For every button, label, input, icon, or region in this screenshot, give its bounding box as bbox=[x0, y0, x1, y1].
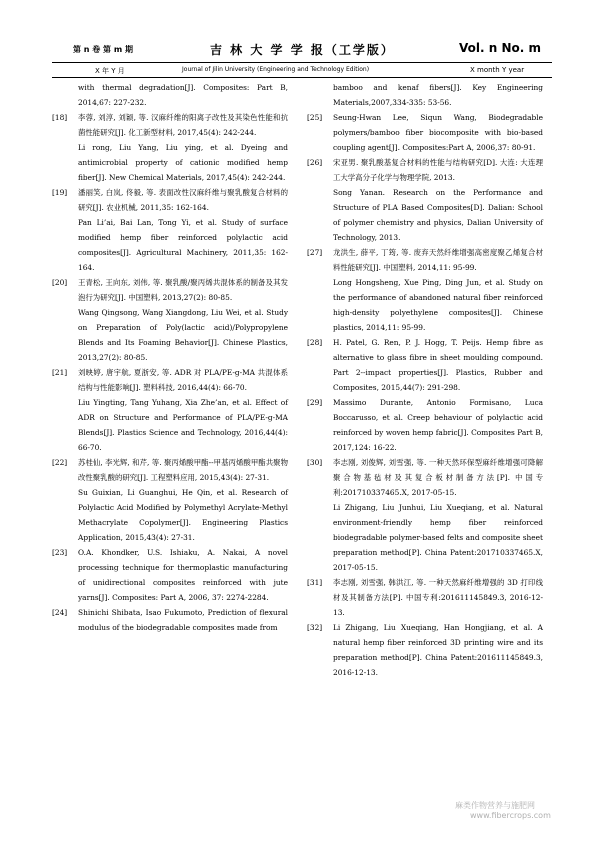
reference-number: [23] bbox=[52, 548, 68, 557]
reference-body bbox=[78, 185, 288, 275]
reference-item bbox=[307, 155, 543, 245]
reference-number: [19] bbox=[52, 188, 68, 197]
reference-item bbox=[307, 455, 543, 575]
reference-text: Massimo Durante, Antonio Formisano, Luca Boccarusso, et al. Creep behaviour of polylactic acid reinforced by woven hemp fabric[J]. Composites Part B, 2017,124: 16-22. bbox=[333, 398, 543, 452]
reference-text: Su Guixian, Li Guanghui, He Qin, et al. Research of Polylactic Acid Modified by Polymethyl Acrylate-Methyl Methacrylate Copolymer[J]. Engineering Plastics Application, 2015,43(4): 27-31. bbox=[78, 488, 288, 542]
reference-item bbox=[307, 395, 543, 455]
reference-number: [21] bbox=[52, 368, 68, 377]
page-header bbox=[0, 0, 595, 80]
reference-item bbox=[307, 335, 543, 395]
reference-text: 苏桂仙, 李光辉, 和芹, 等. 聚丙烯酸甲酯--甲基丙烯酸甲酯共聚物改性聚乳酸的研究[J]. 工程塑料应用, 2015,43(4): 27-31. bbox=[78, 458, 288, 482]
reference-text: Li Zhigang, Liu Xueqiang, Han Hongjiang, et al. A natural hemp fiber reinforced 3D printing wire and its preparation method[P]. China Patent:201611145849.3, 2016-12-13. bbox=[333, 623, 543, 677]
reference-text: H. Patel, G. Ren, P. J. Hogg, T. Peijs. Hemp fibre as alternative to glass fibre in sheet moulding compound. Part 2--impact properties[J]. Plastics, Rubber and Composites, 2015,44(7): 291-298. bbox=[333, 338, 543, 392]
reference-body bbox=[333, 245, 543, 335]
reference-number: [29] bbox=[307, 398, 323, 407]
reference-body bbox=[333, 575, 543, 620]
journal-title-cn: 吉 林 大 学 学 报（工学版） bbox=[210, 43, 395, 57]
reference-text: 潘丽笑, 白岚, 佟毅, 等. 表面改性汉麻纤维与聚乳酸复合材料的研究[J]. 农业机械, 2011,35: 162-164. bbox=[78, 188, 288, 212]
watermark-url: www.fibercrops.com bbox=[470, 811, 551, 820]
reference-body bbox=[333, 110, 543, 155]
journal-title-en: Journal of Jilin University (Engineering and Technology Edition) bbox=[182, 66, 370, 73]
reference-number: [27] bbox=[307, 248, 323, 257]
reference-text: 宋亚男. 聚乳酸基复合材料的性能与结构研究[D]. 大连: 大连理工大学高分子化学与物理学院, 2013. bbox=[333, 158, 543, 182]
reference-item bbox=[52, 275, 288, 365]
reference-text: O.A. Khondker, U.S. Ishiaku, A. Nakai, A novel processing technique for thermoplastic manufacturing of unidirectional composites reinforced with jute yarns[J]. Composites: Part A, 2006, 37: 2274-2284. bbox=[78, 548, 288, 602]
reference-number: [32] bbox=[307, 623, 323, 632]
reference-text: 李志刚, 刘雪强, 韩洪江, 等. 一种天然麻纤维增强的 3D 打印线材及其制备方法[P]. 中国专利:201611145849.3, 2016-12-13. bbox=[333, 578, 543, 617]
reference-item bbox=[52, 365, 288, 455]
reference-text: 刘映婷, 唐宇航, 夏浙安, 等. ADR 对 PLA/PE-g-MA 共混体系结构与性能影响[J]. 塑料科技, 2016,44(4): 66-70. bbox=[78, 368, 288, 392]
reference-text: Long Hongsheng, Xue Ping, Ding Jun, et al. Study on the performance of abandoned natural fiber reinforced high-density polyethylene composites[J]. Chinese plastics, 2014,11: 95-99. bbox=[333, 278, 543, 332]
reference-text: Wang Qingsong, Wang Xiangdong, Liu Wei, et al. Study on Preparation of Poly(lactic acid)/Polypropylene Blends and Its Foaming Behavior[J]. Chinese Plastics, 2013,27(2): 80-85. bbox=[78, 308, 288, 362]
reference-item bbox=[52, 545, 288, 605]
reference-text: Seung-Hwan Lee, Siqun Wang, Biodegradable polymers/bamboo fiber biocomposite with bio-based coupling agent[J]. Composites:Part A, 2006,37: 80-91. bbox=[333, 113, 543, 152]
reference-continuation bbox=[307, 80, 543, 110]
reference-body bbox=[78, 110, 288, 185]
reference-item bbox=[52, 110, 288, 185]
reference-item bbox=[307, 575, 543, 620]
reference-number: [18] bbox=[52, 113, 68, 122]
reference-number: [20] bbox=[52, 278, 68, 287]
reference-text: 王青松, 王向东, 刘伟, 等. 聚乳酸/聚丙烯共混体系的制备及其发泡行为研究[J]. 中国塑料, 2013,27(2): 80-85. bbox=[78, 278, 288, 302]
issue-en: Vol. n No. m bbox=[459, 41, 541, 55]
reference-number: [30] bbox=[307, 458, 323, 467]
reference-text: Liu Yingting, Tang Yuhang, Xia Zhe’an, et al. Effect of ADR on Structure and Performance of PLA/PE-g-MA Blends[J]. Plastics Science and Technology, 2016,44(4): 66-70. bbox=[78, 398, 288, 452]
header-rule-bottom bbox=[52, 77, 552, 78]
reference-number: [28] bbox=[307, 338, 323, 347]
reference-body bbox=[333, 455, 543, 575]
reference-number: [24] bbox=[52, 608, 68, 617]
reference-body bbox=[78, 605, 288, 635]
reference-number: [25] bbox=[307, 113, 323, 122]
reference-text: Li Zhigang, Liu Junhui, Liu Xueqiang, et al. Natural environment-friendly hemp fiber reinforced biodegradable polymer-based felts and composite sheet preparation method[P]. China Patent:201710337465.X, 2017-05-15. bbox=[333, 503, 543, 572]
reference-item bbox=[307, 110, 543, 155]
reference-item bbox=[52, 185, 288, 275]
reference-body bbox=[333, 155, 543, 245]
reference-text: Song Yanan. Research on the Performance and Structure of PLA Based Composites[D]. Dalian: School of polymer chemistry and physics, Dalian University of Technology, 2013. bbox=[333, 188, 543, 242]
reference-text: bamboo and kenaf fibers[J]. Key Engineering Materials,2007,334-335: 53-56. bbox=[333, 83, 543, 107]
reference-body bbox=[333, 620, 543, 680]
reference-body bbox=[78, 455, 288, 545]
reference-body bbox=[78, 545, 288, 605]
date-en: X month Y year bbox=[470, 66, 525, 74]
reference-item bbox=[307, 620, 543, 680]
reference-text: 李志刚, 刘俊辉, 刘雪强, 等. 一种天然环保型麻纤维增强可降解聚合物基毡材及其复合板材制备方法[P]. 中国专利:201710337465.X, 2017-05-15. bbox=[333, 458, 543, 497]
references-right-column bbox=[307, 80, 543, 680]
reference-text: Shinichi Shibata, Isao Fukumoto, Prediction of flexural modulus of the biodegradable composites made from bbox=[78, 608, 288, 632]
issue-cn: 第 n 卷 第 m 期 bbox=[73, 45, 133, 54]
reference-text: Li rong, Liu Yang, Liu ying, et al. Dyeing and antimicrobial property of cationic modified hemp fiber[J]. New Chemical Materials, 2017,45(4): 242-244. bbox=[78, 143, 288, 182]
header-rule-top bbox=[52, 62, 552, 63]
reference-body bbox=[333, 395, 543, 455]
date-cn: X 年 Y 月 bbox=[95, 67, 125, 75]
watermark-cn: 麻类作物营养与施肥网 bbox=[455, 801, 535, 810]
reference-text: 龙洪生, 薛平, 丁筠, 等. 废弃天然纤维增强高密度聚乙烯复合材料性能研究[J]. 中国塑料, 2014,11: 95-99. bbox=[333, 248, 543, 272]
references-left-column bbox=[52, 80, 288, 635]
reference-text: 李蓉, 刘淳, 刘颖, 等. 汉麻纤维的阳离子改性及其染色性能和抗菌性能研究[J]. 化工新型材料, 2017,45(4): 242-244. bbox=[78, 113, 288, 137]
reference-item bbox=[52, 455, 288, 545]
reference-continuation bbox=[52, 80, 288, 110]
reference-item bbox=[52, 605, 288, 635]
reference-body bbox=[333, 335, 543, 395]
reference-number: [22] bbox=[52, 458, 68, 467]
reference-body bbox=[333, 80, 543, 110]
reference-text: Pan Li’ai, Bai Lan, Tong Yi, et al. Study of surface modified hemp fiber reinforced polylactic acid composites[J]. Agricultural Machinery, 2011,35: 162-164. bbox=[78, 218, 288, 272]
reference-body bbox=[78, 365, 288, 455]
reference-body bbox=[78, 80, 288, 110]
reference-text: with thermal degradation[J]. Composites: Part B, 2014,67: 227-232. bbox=[78, 83, 288, 107]
reference-number: [26] bbox=[307, 158, 323, 167]
reference-item bbox=[307, 245, 543, 335]
reference-body bbox=[78, 275, 288, 365]
reference-number: [31] bbox=[307, 578, 323, 587]
